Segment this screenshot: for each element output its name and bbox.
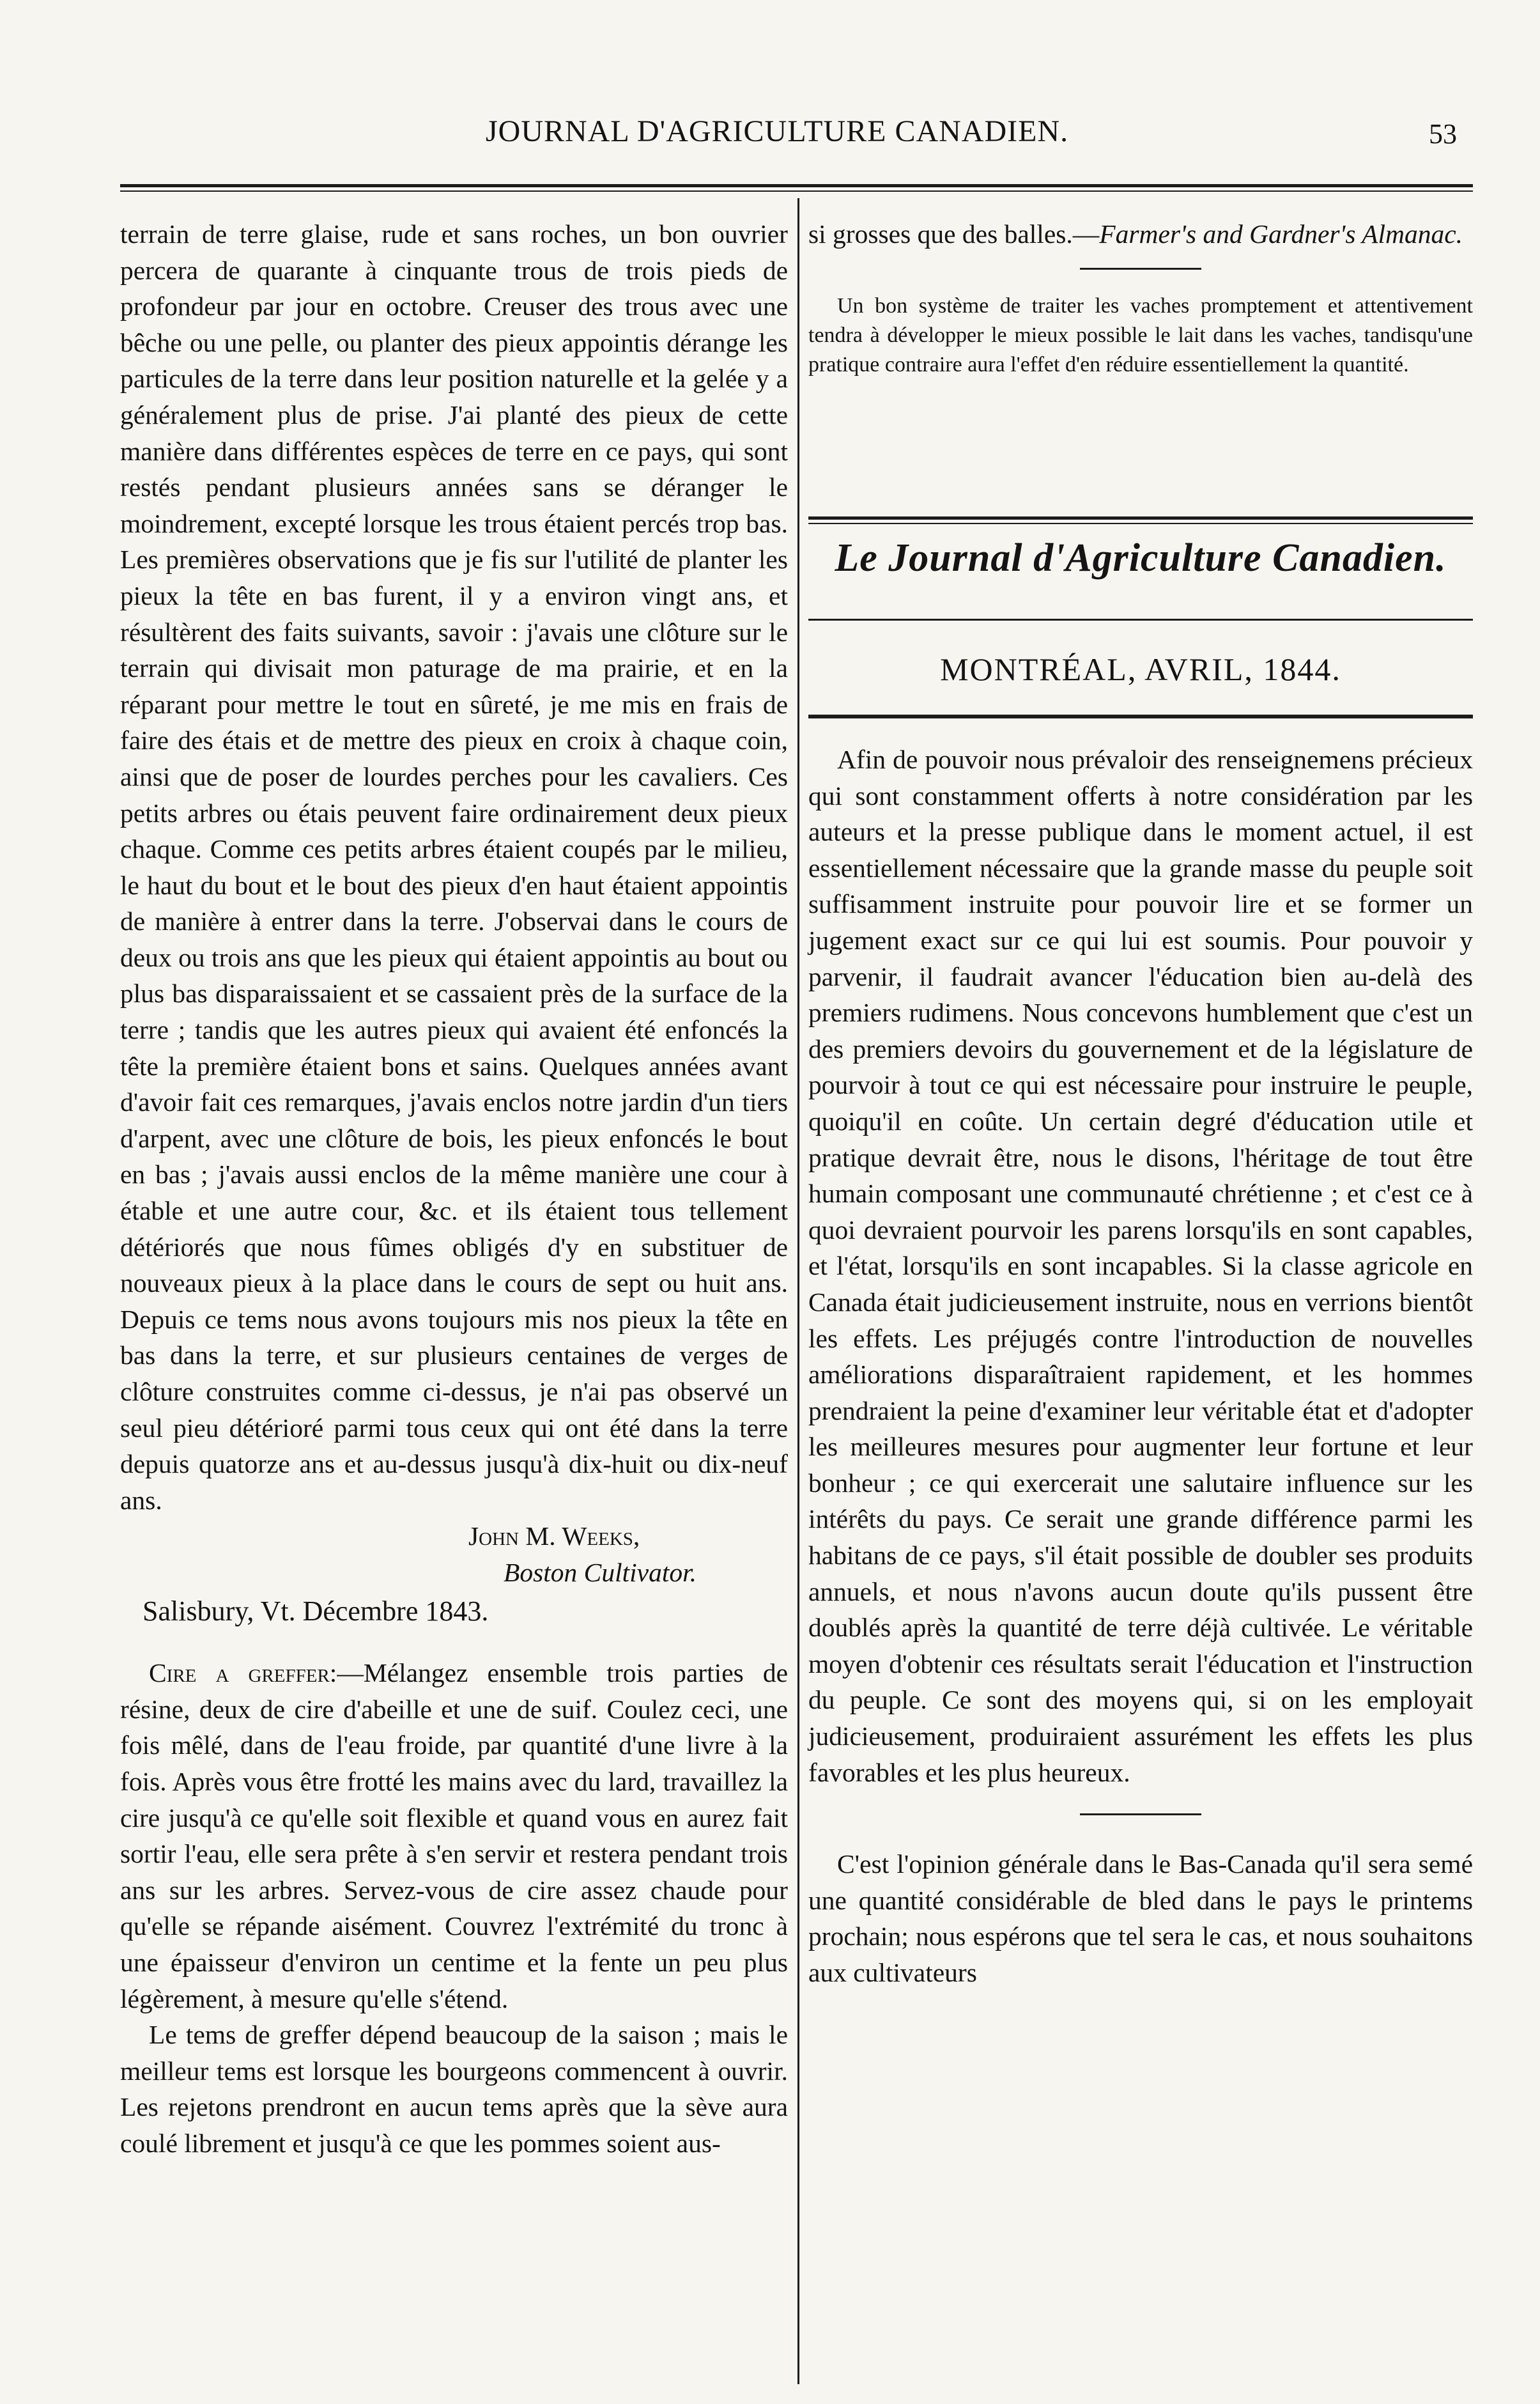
fence-posts-article: terrain de terre glaise, rude et sans roches, un bon ouvrier percera de quarante à cinquante trous de trois pieds de profondeur par jour en octobre. Creuser des trous avec une bêche ou une pelle, ou planter des pieux appointis dérange les particules de la terre dans leur position naturelle et la gelée y a généralement plus de prise. J'ai planté des pieux de cette manière dans différentes espèces de terre en ce pays, qui sont restés pendant plusieurs années sans se déranger le moindrement, excepté lorsque les trous étaient percés trop bas. Les premières observations que je fis sur l'utilité de planter les pieux la tête en bas furent, il y a environ vingt ans, et résultèrent des faits suivants, savoir : j'avais une clôture sur le terrain qui divisait mon paturage de ma prairie, et en la réparant pour mettre le tout en sûreté, je me mis en frais de faire des étais et de mettre des pieux en croix à chaque coin, ainsi que de poser de lourdes perches pour les cavaliers. Ces petits arbres ou étais peuvent faire ordinairement deux pieux chaque. Comme ces petits arbres étaient coupés par le milieu, le haut du bout et le bout des pieux d'en haut étaient appointis de manière à entrer dans la terre. J'observai dans le cours de deux ou trois ans que les pieux qui étaient appointis au bout ou plus bas disparaissaient et se cassaient près de la surface de la terre ; tandis que les autres pieux qui avaient été enfoncés la tête la première étaient bons et sains. Quelques années avant d'avoir fait ces remarques, j'avais enclos notre jardin d'un tiers d'arpent, avec une clôture de bois, les pieux enfoncés le bout en bas ; j'avais aussi enclos de la même manière une cour à étable et une autre cour, &c. et ils étaient tous tellement détériorés que nous fûmes obligés d'y en substituer de nouveaux pieux à la place dans le cours de sept ou huit ans. Depuis ce tems nous avons toujours mis nos pieux la tête en bas dans la terre, et sur plusieurs centaines de verges de clôture construites comme ci-dessus, je n'ai pas observé un seul pieu détérioré parmi tous ceux qui ont été dans la terre depuis quatorze ans et au-dessus jusqu'à dix-huit ou dix-neuf ans. bbox=[120, 219, 788, 1515]
almanac-snippet bbox=[808, 216, 1473, 252]
masthead-title: Le Journal d'Agriculture Canadien. bbox=[835, 536, 1447, 580]
grafting-wax-text: :—Mélangez ensemble trois parties de résine, deux de cire d'abeille et une de suif. Coulez ceci, une fois mêlé, dans de l'eau froide, par quantité d'une livre à la fois. Après vous être frotté les mains avec du lard, travaillez la cire jusqu'à ce qu'elle soit flexible et quand vous en aurez fait sortir l'eau, elle sera prête à s'en servir et restera pendant trois ans sur les arbres. Servez-vous de cire assez chaude pour qu'elle se répande aisément. Couvrez l'extrémité du tronc à une épaisseur d'environ un centime et la fente un peu plus légèrement, à mesure qu'elle s'étend. bbox=[120, 1658, 788, 2013]
cows-paragraph: Un bon système de traiter les vaches promptement et attentivement tendra à développer le mieux possible le lait dans les vaches, tandisqu'une pratique contraire aura l'effet d'en réduire essentiellement la quantité. bbox=[808, 293, 1473, 376]
column-divider bbox=[797, 198, 799, 2384]
grafting-wax-heading: Cire a greffer bbox=[149, 1658, 330, 1688]
grafting-wax-article bbox=[120, 1655, 788, 2017]
dateline: MONTRÉAL, AVRIL, 1844. bbox=[940, 651, 1341, 687]
page-number: 53 bbox=[1429, 118, 1457, 150]
right-column-top bbox=[808, 216, 1473, 380]
editorial-paragraph: Afin de pouvoir nous prévaloir des renseignemens précieux qui sont constamment offerts à notre considération par les auteurs et la presse publique dans le moment actuel, il est essentiellement nécessaire que la grande masse du peuple soit suffisamment instruite pour pouvoir lire et se former un jugement exact sur ce qui lui est soumis. Pour pouvoir y parvenir, il faudrait avancer l'éducation bien au-delà des premiers rudimens. Nous concevons humblement que c'est un des premiers devoirs du gouvernement et de la législature de pourvoir à tout ce qui est nécessaire pour instruire le peuple, quoiqu'il en coûte. Un certain degré d'éducation utile et pratique devrait être, nous le disons, l'héritage de tout être humain composant une communauté chrétienne ; et c'est ce à quoi devraient pourvoir les parens lorsqu'ils en sont capables, et l'état, lorsqu'ils en sont incapables. Si la classe agricole en Canada était judicieusement instruite, nous en verrions bientôt les effets. Les préjugés contre l'introduction de nouvelles améliorations disparaîtraient rapidement, et les hommes prendraient la peine d'examiner leur véritable état et d'adopter les meilleures mesures pour augmenter leur fortune et leur bonheur ; ce qui exercerait une salutaire influence sur les intérêts du pays. Ce serait une grande différence parmi les habitans de ce pays, s'il était possible de doubler ses produits annuels, et nous n'avons aucun doute qu'ils pussent être doublés après la quantité de terre déjà cultivée. Le véritable moyen d'obtenir ces résultats serait l'éducation et l'instruction du peuple. Ce sont des moyens qui, si on les employait judicieusement, produiraient assurément les effets les plus favorables et les plus heureux. bbox=[808, 745, 1473, 1787]
running-head: JOURNAL D'AGRICULTURE CANADIEN. bbox=[486, 114, 1069, 148]
header-rule-top bbox=[120, 184, 1473, 187]
masthead-rule-top-thin bbox=[808, 523, 1473, 524]
place-date: Salisbury, Vt. Décembre 1843. bbox=[142, 1595, 489, 1627]
item-separator bbox=[1080, 268, 1201, 270]
author-signature: John M. Weeks, bbox=[468, 1521, 640, 1551]
source-credit: Boston Cultivator. bbox=[504, 1557, 697, 1587]
right-column-lower bbox=[808, 741, 1473, 1991]
almanac-text: si grosses que des balles.— bbox=[808, 219, 1100, 249]
left-column bbox=[120, 216, 788, 2161]
wheat-paragraph: C'est l'opinion générale dans le Bas-Canada qu'il sera semé une quantité considérable de bled dans le pays le printems prochain; nous espérons que tel sera le cas, et nous souhaitons aux cultivateurs bbox=[808, 1849, 1473, 1987]
grafting-season-paragraph: Le tems de greffer dépend beaucoup de la saison ; mais le meilleur tems est lorsque les bourgeons commencent à ouvrir. Les rejetons prendront en aucun tems après que la sève aura coulé librement et jusqu'à ce que les pommes soient aus- bbox=[120, 2020, 788, 2158]
item-separator-2 bbox=[1080, 1813, 1201, 1815]
dateline-rule bbox=[808, 715, 1473, 718]
header-rule-bottom bbox=[120, 190, 1473, 192]
masthead-rule-bottom bbox=[808, 619, 1473, 621]
almanac-source: Farmer's and Gardner's Almanac. bbox=[1099, 219, 1463, 249]
masthead-rule-top bbox=[808, 516, 1473, 520]
